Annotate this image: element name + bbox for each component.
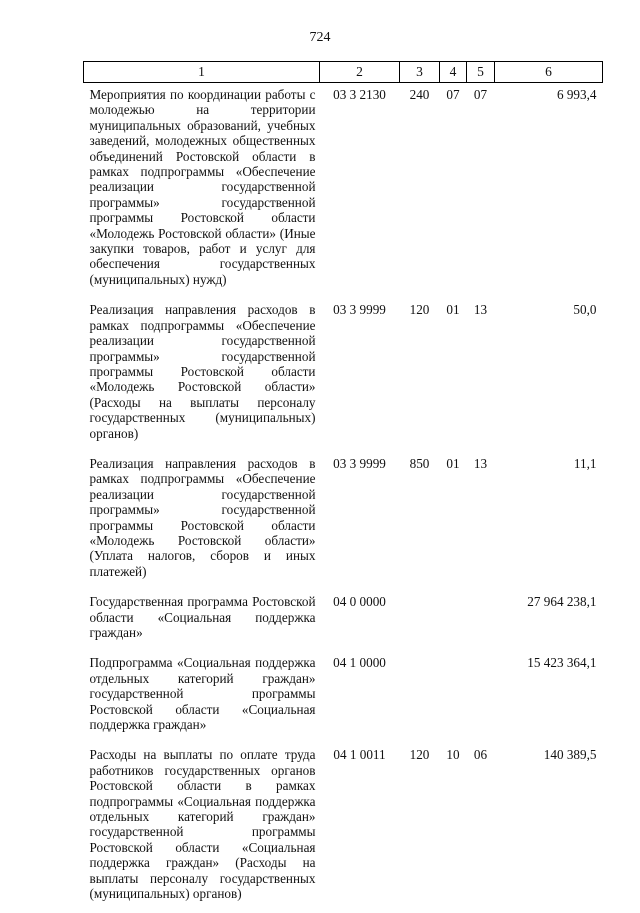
row-name: Расходы на выплаты по оплате труда работников государственных органов Ростовской области в рамках подпрограммы «Социальная поддержка отдельных категорий граждан» государственной программы Ростовской области «Социальная поддержка граждан» (Расходы на выплаты персоналу государственных (муниципальных) органов): [89, 747, 316, 902]
row-rz: [440, 651, 467, 743]
row-pr: 07: [473, 87, 488, 102]
table-row: [84, 83, 603, 299]
row-amount: 27 964 238,1: [527, 594, 597, 610]
row-rz: 10: [446, 747, 460, 763]
row-rz: 07: [446, 87, 460, 102]
table-row: [84, 452, 603, 590]
table-row: [84, 743, 603, 912]
row-name: Мероприятия по координации работы с молодежью на территории муниципальных образований, учебных заведений, молодежных общественных объединений Ростовской области в рамках подпрограммы «Обеспечение реализации государственной программы» государственной программы Ростовской области «Молодежь Ростовской области» (Иные закупки товаров, работ и услуг для обеспечения государственных (муниципальных) нужд): [89, 87, 316, 287]
row-pr: 13: [473, 302, 488, 318]
page-number: 724: [309, 30, 331, 45]
row-pr: [467, 651, 495, 743]
row-rz: [440, 590, 467, 651]
row-pr: [467, 590, 495, 651]
header-col-5: 5: [467, 62, 495, 83]
row-pr: 06: [473, 747, 488, 763]
row-amount: 50,0: [573, 302, 597, 318]
row-name: Реализация направления расходов в рамках подпрограммы «Обеспечение реализации государственной программы» государственной программы Ростовской области «Молодежь Ростовской области» (Расходы на выплаты персоналу государственных (муниципальных) органов): [89, 302, 316, 441]
row-name: Подпрограмма «Социальная поддержка отдельных категорий граждан» государственной программы Ростовской области «Социальная поддержка граждан»: [89, 655, 316, 733]
row-code: 04 0 0000: [333, 594, 386, 610]
row-vr: 240: [409, 87, 430, 102]
budget-table: [83, 61, 603, 913]
row-vr: [400, 651, 440, 743]
row-name: Государственная программа Ростовской области «Социальная поддержка граждан»: [89, 594, 316, 640]
table-row: [84, 651, 603, 743]
header-col-1: 1: [84, 62, 320, 83]
header-col-3: 3: [400, 62, 440, 83]
row-name: Реализация направления расходов в рамках подпрограммы «Обеспечение реализации государственной программы» государственной программы Ростовской области «Молодежь Ростовской области» (Уплата налогов, сборов и иных платежей): [89, 455, 316, 579]
row-amount: 6 993,4: [556, 87, 597, 102]
row-vr: 120: [409, 747, 430, 763]
row-pr: 13: [473, 455, 488, 471]
header-col-4: 4: [440, 62, 467, 83]
row-vr: 120: [409, 302, 430, 318]
row-code: 03 3 9999: [333, 455, 386, 471]
row-amount: 11,1: [573, 455, 597, 471]
header-col-2: 2: [320, 62, 400, 83]
table-row: [84, 590, 603, 651]
row-vr: [400, 590, 440, 651]
row-vr: 850: [409, 455, 430, 471]
row-amount: 140 389,5: [543, 747, 597, 763]
row-code: 04 1 0000: [333, 655, 386, 671]
row-rz: 01: [446, 455, 460, 471]
row-code: 03 3 2130: [333, 87, 386, 102]
table-row: [84, 298, 603, 452]
row-code: 03 3 9999: [333, 302, 386, 318]
row-amount: 15 423 364,1: [527, 655, 597, 671]
row-rz: 01: [446, 302, 460, 318]
header-row: [84, 62, 603, 83]
header-col-6: 6: [495, 62, 603, 83]
row-code: 04 1 0011: [333, 747, 386, 763]
